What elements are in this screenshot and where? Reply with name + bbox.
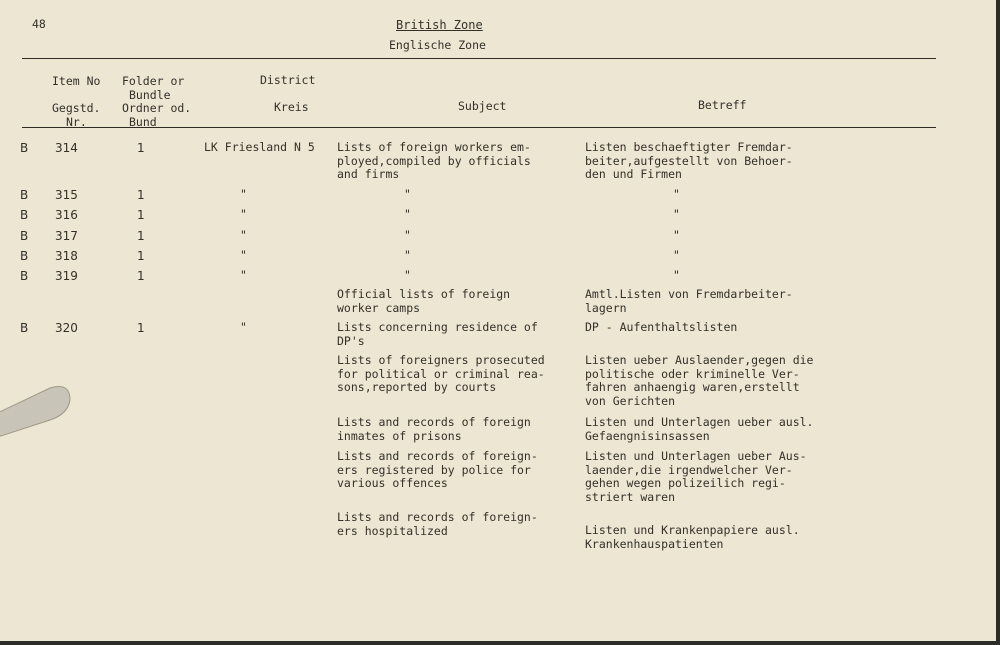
row-district: " [240,228,247,242]
row-betreff: " [673,268,680,282]
row-subject: Lists of foreigners prosecuted for political or criminal rea- sons,reported by courts [337,353,545,394]
row-betreff: Listen ueber Auslaender,gegen die politische oder kriminelle Ver- fahren anhaengig waren,erstellt von Gerichten [585,353,814,408]
row-folder-number: 1 [137,269,145,283]
col-item-line1: Item No [52,74,101,88]
row-betreff: Listen und Unterlagen ueber Aus- laender,die irgendwelcher Ver- gehen wegen polizeilich regi- striert waren [585,449,807,504]
col-district-line1: District [260,73,316,87]
row-subject: Lists and records of foreign inmates of prisons [337,415,531,443]
col-folder-line1: Folder or [122,74,185,88]
row-item-number: 319 [55,269,78,283]
row-prefix: B [20,249,29,263]
page-number: 48 [32,17,46,31]
row-betreff: Listen und Unterlagen ueber ausl. Gefaengnisinsassen [585,415,814,443]
row-district: LK Friesland N 5 [204,140,315,154]
row-betreff: Listen und Krankenpapiere ausl. Krankenhauspatienten [585,523,800,551]
col-folder-line2: Bundle [129,88,171,102]
col-item-line3: Nr. [66,115,87,129]
row-prefix: B [20,141,29,155]
header-bottom-rule [22,127,936,128]
row-district: " [240,320,247,334]
row-betreff: " [673,207,680,221]
row-subject: Official lists of foreign worker camps [337,287,511,315]
col-item-line2: Gegstd. [52,101,101,115]
header-top-rule [22,58,936,59]
row-betreff: DP - Aufenthaltslisten [585,320,738,334]
row-prefix: B [20,321,29,335]
row-betreff: " [673,248,680,262]
row-betreff: " [673,228,680,242]
row-betreff: Amtl.Listen von Fremdarbeiter- lagern [585,287,793,315]
col-district-line2: Kreis [274,100,309,114]
row-betreff: " [673,187,680,201]
col-subject: Subject [458,99,507,113]
row-folder-number: 1 [137,208,145,222]
row-folder-number: 1 [137,229,145,243]
row-prefix: B [20,188,29,202]
row-folder-number: 1 [137,188,145,202]
row-folder-number: 1 [137,321,145,335]
col-betreff: Betreff [698,98,747,112]
row-subject: " [404,228,411,242]
row-subject: Lists of foreign workers em- ployed,compiled by officials and firms [337,140,531,181]
paper-clip-shadow [0,378,80,448]
row-prefix: B [20,208,29,222]
row-subject: " [404,187,411,201]
row-betreff: Listen beschaeftigter Fremdar- beiter,aufgestellt von Behoer- den und Firmen [585,140,793,181]
row-subject: " [404,268,411,282]
row-subject: " [404,248,411,262]
row-item-number: 315 [55,188,78,202]
row-subject: " [404,207,411,221]
col-folder-line3: Ordner od. [122,101,192,115]
row-subject: Lists and records of foreign- ers hospitalized [337,510,538,538]
row-folder-number: 1 [137,141,145,155]
row-folder-number: 1 [137,249,145,263]
col-folder-line4: Bund [129,115,157,129]
row-district: " [240,268,247,282]
row-district: " [240,207,247,221]
row-item-number: 320 [55,321,78,335]
zone-title: British Zone [396,18,483,32]
zone-subtitle: Englische Zone [389,38,486,52]
row-item-number: 316 [55,208,78,222]
row-item-number: 317 [55,229,78,243]
row-district: " [240,248,247,262]
row-item-number: 314 [55,141,78,155]
row-district: " [240,187,247,201]
row-item-number: 318 [55,249,78,263]
row-subject: Lists and records of foreign- ers registered by police for various offences [337,449,538,490]
row-prefix: B [20,229,29,243]
row-subject: Lists concerning residence of DP's [337,320,538,348]
row-prefix: B [20,269,29,283]
